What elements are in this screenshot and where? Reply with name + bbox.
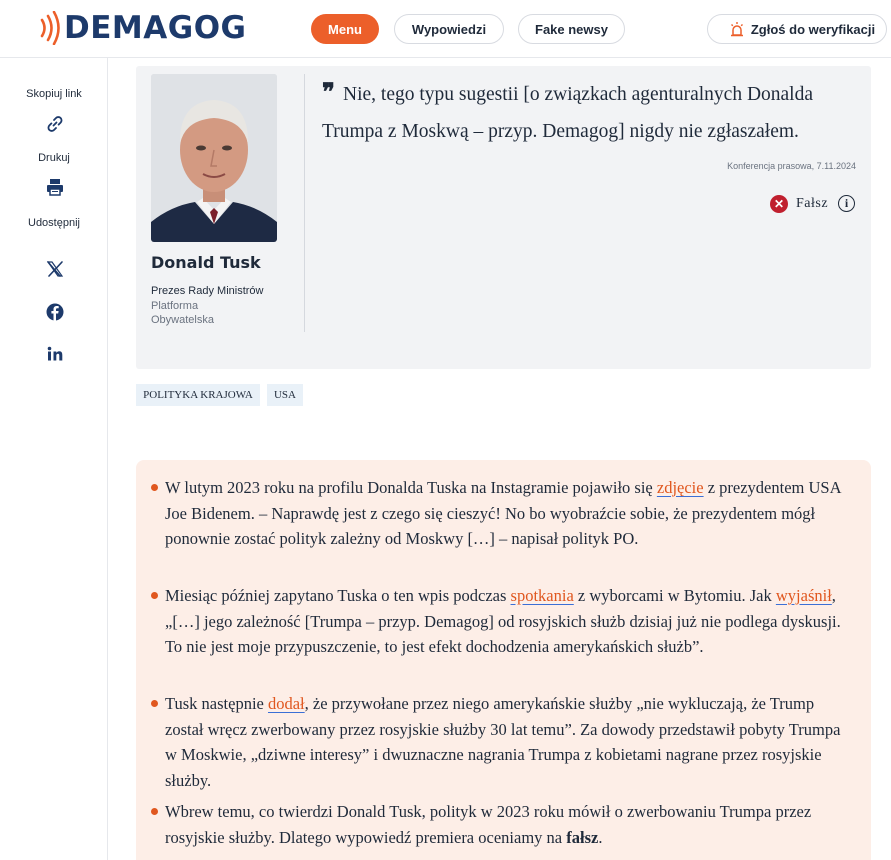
bullet-dot bbox=[151, 700, 158, 707]
bullet-text: W lutym 2023 roku na profilu Donalda Tuska na Instagramie pojawiło się bbox=[165, 478, 657, 497]
card-divider bbox=[304, 74, 305, 332]
statement-quote: Nie, tego typu sugestii [o związkach agenturalnych Donalda Trumpa z Moskwą – przyp. Demagog] nigdy nie zgłaszałem. bbox=[322, 84, 814, 142]
bullet-dot bbox=[151, 484, 158, 491]
verdict-bold: fałsz bbox=[566, 827, 599, 847]
site-header bbox=[0, 0, 891, 58]
bullet-dot bbox=[151, 808, 158, 815]
bullet-dot bbox=[151, 592, 158, 599]
link-zdjecie[interactable]: zdjęcie bbox=[656, 478, 704, 497]
statements-button[interactable]: Wypowiedzi bbox=[394, 14, 504, 44]
person-role: Prezes Rady Ministrów bbox=[151, 285, 264, 297]
printer-icon[interactable] bbox=[44, 176, 66, 198]
bullet-text: Tusk następnie bbox=[165, 694, 268, 713]
logo-text: DEMAGOG bbox=[64, 10, 247, 46]
broadcast-waves-icon bbox=[38, 11, 62, 45]
person-name[interactable]: Donald Tusk bbox=[151, 253, 261, 272]
bullet-text: z wyborcami w Bytomiu. Jak bbox=[573, 586, 776, 605]
link-dodal[interactable]: dodał bbox=[267, 694, 305, 713]
bullet-text: . bbox=[598, 827, 603, 847]
bullet-text: Wbrew temu, co twierdzi Donald Tusk, polityk w 2023 roku mówił o zwerbowaniu Trumpa przez rosyjskie służby. Dlatego wypowiedź premiera oceniamy na bbox=[165, 802, 812, 847]
link-spotkania[interactable]: spotkania bbox=[510, 586, 574, 605]
bullet-text: , że przywołane przez niego amerykańskie służby „nie wykluczają, że Trump został wręcz zwerbowany przez rosyjskie służby 30 lat temu”. Za dowody przedstawił pobyty Trumpa w Moskwie, „dziwne interesy” i dwuznaczne nagrania Trumpa z kobietami nagrane przez rosyjskie służby. bbox=[165, 694, 841, 790]
summary-bullet-4 bbox=[165, 799, 845, 850]
report-button[interactable] bbox=[707, 14, 887, 44]
quote-mark-icon: ❞ bbox=[322, 77, 335, 106]
verdict-badge bbox=[770, 195, 828, 213]
linkedin-icon[interactable] bbox=[44, 343, 66, 365]
link-icon[interactable] bbox=[44, 113, 66, 135]
print-label: Drukuj bbox=[38, 152, 70, 164]
fake-news-button[interactable]: Fake newsy bbox=[518, 14, 625, 44]
menu-button[interactable]: Menu bbox=[311, 14, 379, 44]
tag-polityka-krajowa[interactable]: POLITYKA KRAJOWA bbox=[136, 384, 260, 406]
copy-link-label: Skopiuj link bbox=[26, 88, 82, 100]
report-button-label: Zgłoś do weryfikacji bbox=[750, 21, 876, 37]
tag-usa[interactable]: USA bbox=[267, 384, 303, 406]
summary-bullet-2 bbox=[165, 583, 845, 660]
alarm-light-icon bbox=[729, 21, 745, 37]
summary-bullet-3 bbox=[165, 691, 845, 793]
facebook-icon[interactable] bbox=[44, 301, 66, 323]
demagog-logo[interactable] bbox=[38, 10, 247, 46]
statement-source: Konferencja prasowa, 7.11.2024 bbox=[727, 161, 856, 171]
person-party: Platforma Obywatelska bbox=[151, 300, 214, 326]
summary-bullet-1 bbox=[165, 475, 845, 552]
x-twitter-icon[interactable] bbox=[44, 258, 66, 280]
link-wyjasnil[interactable]: wyjaśnił bbox=[775, 586, 832, 605]
verdict-label: Fałsz bbox=[796, 196, 829, 211]
bullet-text: , „[…] jego zależność [Trumpa – przyp. Demagog] od rosyjskich służb dzisiaj już nie podlega dyskusji. To nie jest moje przypuszczenie, to jest efekt dochodzenia amerykańskich służb”. bbox=[165, 586, 841, 656]
info-icon[interactable]: i bbox=[838, 195, 855, 212]
person-photo bbox=[151, 74, 277, 242]
share-sidebar bbox=[0, 58, 108, 860]
share-label: Udostępnij bbox=[28, 217, 80, 229]
bullet-text: Miesiąc później zapytano Tuska o ten wpis podczas bbox=[165, 586, 511, 605]
false-x-icon: ✕ bbox=[770, 195, 788, 213]
bullet-text: z prezydentem USA Joe Bidenem. – Naprawdę jest z czego się cieszyć! No bo wyobraźcie sobie, że prezydentem mógł ponownie zostać polityk zależny od Moskwy […] – napisał polityk PO. bbox=[165, 478, 841, 548]
